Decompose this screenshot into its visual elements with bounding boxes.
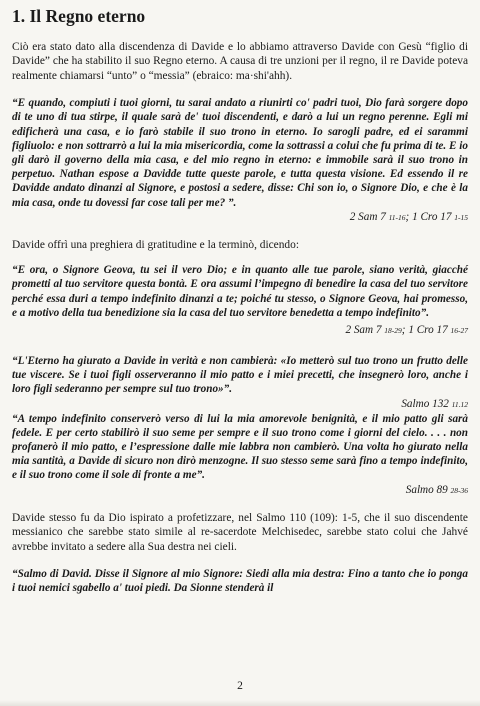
section-title: 1. Il Regno eterno xyxy=(12,6,146,26)
quote-2-samuel: “E quando, compiuti i tuoi giorni, tu sarai andato a riunirti co' padri tuoi, Dio farà sorgere dopo di te uno di tua stirpe, il quale sarà de' tuoi discendenti, e darò a lui un regno perenne. Egli mi edificherà una casa, e io farò stabile il suo trono in eterno. Io sarogli padre, ed ei sarammi figliuolo: e non sottrarrò a lui la mia misericordia, come la sottrassi a colui che fu prima di te. E io gli darò il governo della mia casa, e del mio regno in eterno: e immobile sarà il suo trono in perpetuo. Nathan espose a Davidde tutte queste parole, e tutta questa visione. Ed essendo il re Davidde andato dinanzi al Signore, e postosi a sedere, disse: Chi son io, o Signore Dio, e che è la mia casa, onde tu dovessi far cose tali per me? ”. xyxy=(12,97,468,209)
intro-paragraph: Ciò era stato dato alla discendenza di Davide e lo abbiamo attraverso Davide con Gesù “figlio di Davide” che ha stabilito il suo Regno eterno. A causa di tre unzioni per il regno, il re Davide poteva realmente chiamarsi “unto” o “messia” (ebraico: ma·shi'ahh). xyxy=(12,41,468,82)
page-edge xyxy=(0,700,480,706)
reference-2: 2 Sam 7 18-29; 1 Cro 17 16-27 xyxy=(345,324,468,337)
prayer-paragraph: Davide offrì una preghiera di gratitudine e la terminò, dicendo: xyxy=(12,238,299,251)
page-number: 2 xyxy=(237,680,243,692)
quote-psalm-132: “L'Eterno ha giurato a Davide in verità e non cambierà: «Io metterò sul tuo trono un frutto delle tue viscere. Se i tuoi figli osserveranno il mio patto e i miei precetti, che insegnerò loro, anche i loro figli sederanno per sempre sul tuo trono»”. xyxy=(12,355,468,396)
quote-prayer: “E ora, o Signore Geova, tu sei il vero Dio; e in quanto alle tue parole, siano verità, giacché prometti al tuo servitore questa bontà. E ora assumi l’impegno di benedire la casa del tuo servitore perché essa duri a tempo indefinito dinanzi a te; poiché tu stesso, o Signore Geova, hai promesso, e a motivo della tua benedizione sia la casa del tuo servitore benedetta a tempo indefinito”. xyxy=(12,264,468,319)
psalm-110-paragraph: Davide stesso fu da Dio ispirato a profetizzare, nel Salmo 110 (109): 1-5, che il suo discendente messianico che sarebbe stato simile al re-sacerdote Melchisedec, sarebbe stato colui che Jahvé avrebbe invitato a sedere alla Sua destra nei cieli. xyxy=(12,511,468,553)
quote-psalm-89: “A tempo indefinito conserverò verso di lui la mia amorevole benignità, e il mio patto gli sarà fedele. E per certo stabilirò il suo seme per sempre e il suo trono come i giorni del cielo. . . . non profanerò il mio patto, e l’espressione dalle mie labbra non cambierò. Una volta ho giurato nella mia santità, a Davide di sicuro non dirò menzogne. Il suo stesso seme sarà fino a tempo indefinito, e il suo trono come il sole di fronte a me”. xyxy=(12,412,468,482)
quote-psalm-110: “Salmo di David. Disse il Signore al mio Signore: Siedi alla mia destra: Fino a tanto che io ponga i tuoi nemici sgabello a' tuoi piedi. Da Sionne stenderà il xyxy=(12,567,468,595)
reference-3: Salmo 132 11.12 xyxy=(401,397,468,410)
reference-4: Salmo 89 28-36 xyxy=(405,483,468,496)
reference-1: 2 Sam 7 11-16; 1 Cro 17 1-15 xyxy=(349,210,468,223)
